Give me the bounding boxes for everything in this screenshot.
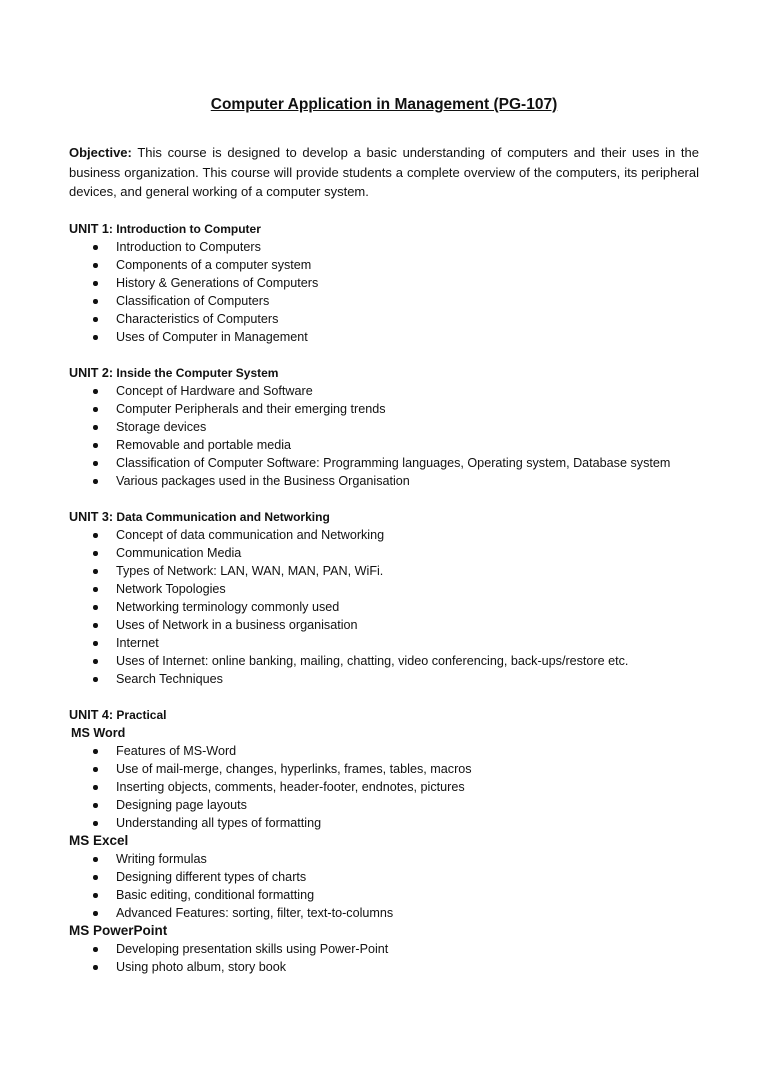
list-item-text: Uses of Internet: online banking, mailing, chatting, video conferencing, back-ups/restore etc. [116,654,629,668]
bullet-icon [93,389,98,394]
subsection-heading: MS Excel [69,833,129,848]
unit-title: Introduction to Computer [116,222,261,236]
bullet-icon [93,605,98,610]
list-item-text: Network Topologies [116,582,226,596]
list-item-text: Designing different types of charts [116,870,307,884]
list-item [69,796,699,814]
bullet-icon [93,911,98,916]
bullet-list [69,238,699,346]
unit-label: UNIT 2: [69,366,114,380]
list-item [69,238,699,256]
list-item-text: Various packages used in the Business Organisation [116,474,410,488]
list-item-text: Search Techniques [116,672,223,686]
bullet-icon [93,317,98,322]
list-item [69,652,699,670]
list-item [69,274,699,292]
list-item [69,814,699,832]
bullet-icon [93,245,98,250]
list-item [69,382,699,400]
list-item-text: Networking terminology commonly used [116,600,340,614]
unit-section [69,220,699,346]
list-item [69,616,699,634]
list-item [69,868,699,886]
list-item [69,958,699,976]
list-item [69,526,699,544]
list-item-text: Designing page layouts [116,798,247,812]
list-item [69,472,699,490]
bullet-list [69,940,699,976]
list-item [69,634,699,652]
bullet-icon [93,659,98,664]
unit-heading [69,706,699,724]
list-item-text: Removable and portable media [116,438,292,452]
list-item-text: Types of Network: LAN, WAN, MAN, PAN, WiFi. [116,564,384,578]
bullet-icon [93,803,98,808]
bullet-icon [93,479,98,484]
bullet-icon [93,263,98,268]
bullet-icon [93,785,98,790]
list-item-text: History & Generations of Computers [116,276,319,290]
list-item-text: Using photo album, story book [116,960,287,974]
bullet-icon [93,857,98,862]
list-item [69,886,699,904]
bullet-icon [93,767,98,772]
list-item-text: Internet [116,636,159,650]
bullet-icon [93,893,98,898]
bullet-icon [93,947,98,952]
unit-label: UNIT 1 [69,222,109,236]
bullet-list [69,526,699,688]
list-item [69,400,699,418]
unit-heading [69,364,699,382]
list-item-text: Writing formulas [116,852,207,866]
bullet-icon [93,677,98,682]
bullet-list [69,382,699,490]
list-item-text: Understanding all types of formatting [116,816,322,830]
list-item [69,454,699,472]
list-item [69,940,699,958]
list-item [69,544,699,562]
list-item-text: Computer Peripherals and their emerging trends [116,402,386,416]
unit-separator: : [108,222,117,236]
bullet-list [69,850,699,922]
unit-section [69,706,699,976]
list-item-text: Developing presentation skills using Power-Point [116,942,389,956]
list-item [69,562,699,580]
list-item-text: Features of MS-Word [116,744,237,758]
unit-title: Data Communication and Networking [116,510,330,524]
list-item [69,328,699,346]
list-item-text: Uses of Computer in Management [116,330,308,344]
list-item [69,436,699,454]
list-item-text: Classification of Computer Software: Programming languages, Operating system, Database system [116,456,671,470]
bullet-icon [93,551,98,556]
list-item-text: Communication Media [116,546,242,560]
document-title: Computer Application in Management (PG-107) [210,96,558,113]
bullet-icon [93,587,98,592]
list-item [69,778,699,796]
list-item [69,598,699,616]
list-item-text: Inserting objects, comments, header-footer, endnotes, pictures [116,780,465,794]
bullet-icon [93,335,98,340]
unit-label: UNIT 4: [69,708,114,722]
unit-label: UNIT 3: [69,510,114,524]
list-item-text: Basic editing, conditional formatting [116,888,315,902]
list-item-text: Storage devices [116,420,207,434]
unit-heading [69,508,699,526]
list-item-text: Concept of Hardware and Software [116,384,313,398]
bullet-icon [93,425,98,430]
objective-text: This course is designed to develop a basic understanding of computers and their uses in the business organization. This course will provide students a complete overview of the computers, its peripheral devices, and general working of a computer system. [69,145,699,199]
bullet-icon [93,749,98,754]
subsection-heading: MS PowerPoint [69,923,168,938]
objective-label: Objective: [69,145,132,160]
list-item-text: Use of mail-merge, changes, hyperlinks, frames, tables, macros [116,762,472,776]
bullet-icon [93,569,98,574]
bullet-icon [93,407,98,412]
unit-section [69,508,699,688]
list-item [69,670,699,688]
list-item [69,742,699,760]
list-item [69,292,699,310]
list-item [69,256,699,274]
list-item-text: Components of a computer system [116,258,312,272]
unit-title: Inside the Computer System [116,366,279,380]
bullet-icon [93,623,98,628]
list-item-text: Introduction to Computers [116,240,261,254]
bullet-icon [93,443,98,448]
bullet-icon [93,965,98,970]
unit-heading [69,220,699,238]
list-item [69,580,699,598]
list-item-text: Classification of Computers [116,294,270,308]
list-item [69,904,699,922]
list-item [69,310,699,328]
list-item-text: Uses of Network in a business organisation [116,618,358,632]
list-item-text: Characteristics of Computers [116,312,279,326]
list-item-text: Advanced Features: sorting, filter, text-to-columns [116,906,394,920]
bullet-icon [93,461,98,466]
list-item-text: Concept of data communication and Networking [116,528,385,542]
bullet-icon [93,875,98,880]
unit-title: Practical [116,708,167,722]
list-item [69,418,699,436]
bullet-list [69,742,699,832]
bullet-icon [93,281,98,286]
list-item [69,760,699,778]
bullet-icon [93,641,98,646]
list-item [69,850,699,868]
units-list [69,220,699,994]
subsection-heading: MS Word [71,726,126,740]
bullet-icon [93,299,98,304]
bullet-icon [93,533,98,538]
objective-paragraph [69,143,699,202]
bullet-icon [93,821,98,826]
unit-section [69,364,699,490]
